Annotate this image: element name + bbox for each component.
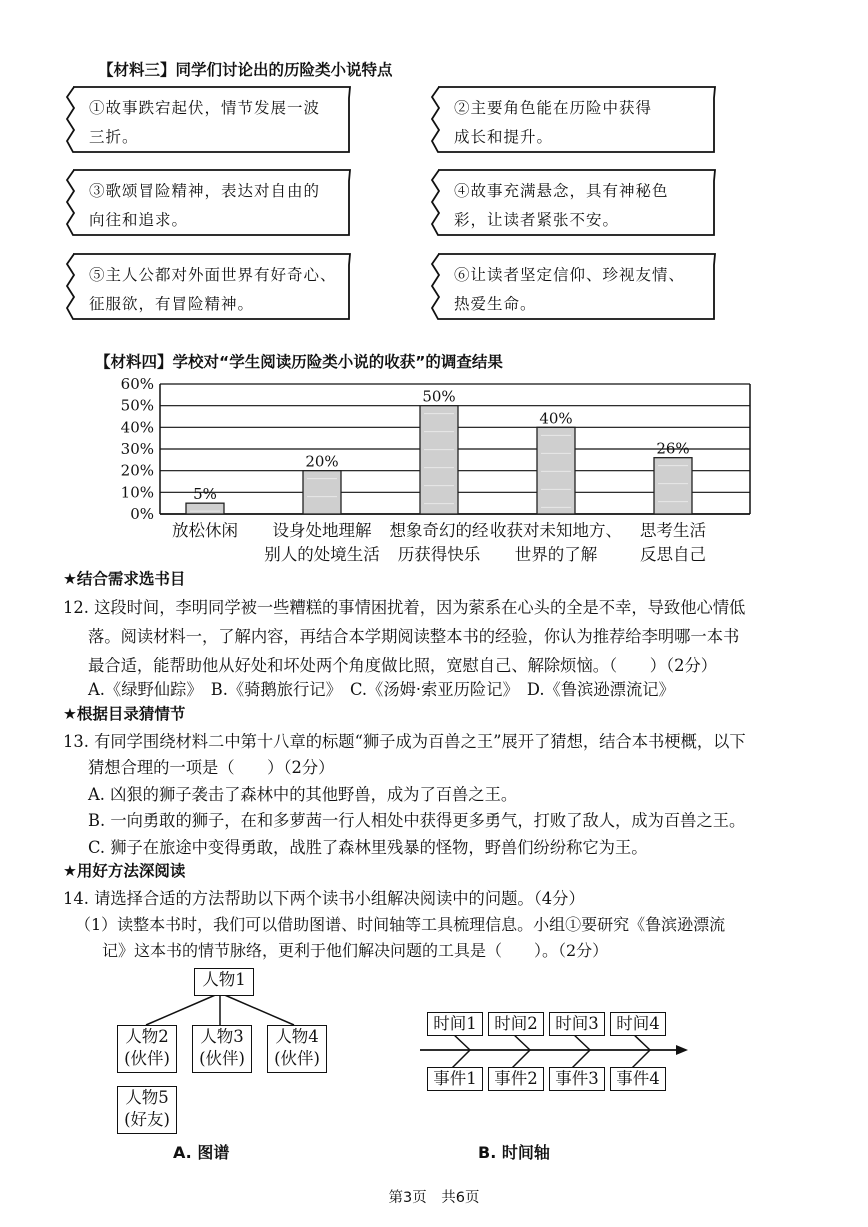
q13-option-a: A. 凶狠的狮子袭击了森林中的其他野兽，成为了百兽之王。: [88, 785, 518, 804]
bar: [186, 503, 224, 514]
card-line-1: ③歌颂冒险精神，表达对自由的: [89, 182, 321, 200]
feature-card-6: [430, 253, 723, 321]
category-label: 设身处地理解: [272, 521, 372, 540]
feature-card-3: [65, 169, 358, 237]
node-name: 人物2: [125, 1027, 169, 1046]
feature-card-4: [430, 169, 723, 237]
node-role: (好友): [124, 1110, 170, 1129]
card-line-2: 三折。: [89, 128, 139, 146]
card-text: [89, 261, 344, 319]
q12-line-1: 12. 这段时间，李明同学被一些糟糕的事情困扰着，因为萦系在心头的全是不幸，导致他心情低: [63, 598, 746, 617]
category-label: 想象奇幻的经: [389, 521, 489, 540]
node-role: (伙伴): [274, 1049, 320, 1068]
node-role: (伙伴): [199, 1049, 245, 1068]
card-line-2: 征服欲，有冒险精神。: [89, 295, 255, 313]
diagram-a-node-4: [267, 1025, 327, 1073]
bar-value-label: 40%: [539, 409, 573, 428]
bar: [420, 406, 458, 514]
bar-value-label: 50%: [422, 387, 456, 406]
bar-value-label: 26%: [656, 439, 690, 458]
timeline-event-2: [488, 1067, 544, 1091]
page-footer: 第3页 共6页: [388, 1190, 480, 1206]
bar-value-label: 20%: [305, 452, 339, 471]
diagram-a-caption: A. 图谱: [173, 1143, 230, 1162]
survey-bar-chart: [110, 372, 770, 570]
feature-card-5: [65, 253, 358, 321]
card-line-1: ①故事跌宕起伏，情节发展一波: [89, 99, 321, 117]
card-line-2: 向往和追求。: [89, 211, 189, 229]
card-line-2: 成长和提升。: [454, 128, 554, 146]
card-line-1: ②主要角色能在历险中获得: [454, 99, 653, 117]
card-text: [454, 177, 709, 235]
event-label: 事件4: [616, 1069, 660, 1088]
q14-sub1-line-1: （1）读整本书时，我们可以借助图谱、时间轴等工具梳理信息。小组①要研究《鲁滨逊漂流: [75, 915, 726, 934]
card-line-2: 热爱生命。: [454, 295, 537, 313]
category-label: 历获得快乐: [397, 545, 481, 564]
q14-line: 14. 请选择合适的方法帮助以下两个读书小组解决阅读中的问题。（4分）: [63, 889, 585, 908]
q12-line-3: 最合适，能帮助他从好处和坏处两个角度做比照，宽慰自己、解除烦恼。（ ）（2分）: [88, 656, 718, 675]
y-tick-label: 30%: [120, 440, 154, 458]
y-tick-label: 20%: [120, 461, 154, 480]
q13-option-b: B. 一向勇敢的狮子，在和多萝茜一行人相处中获得更多勇气，打败了敌人，成为百兽之王。: [88, 811, 746, 830]
card-text: [454, 94, 709, 152]
section-heading-deep-reading: ★用好方法深阅读: [63, 862, 186, 880]
timeline-event-1: [427, 1067, 483, 1091]
category-label: 收获对未知地方、: [490, 521, 622, 540]
category-label: 放松休闲: [172, 521, 238, 540]
event-label: 事件1: [433, 1069, 477, 1088]
card-line-1: ⑤主人公都对外面世界有好奇心、: [89, 266, 337, 284]
diagram-a-node-3: [192, 1025, 252, 1073]
y-tick-label: 10%: [120, 483, 154, 502]
timeline-time-1: [427, 1012, 483, 1036]
node-name: 人物5: [125, 1088, 169, 1107]
bar: [303, 471, 341, 514]
node-role: (伙伴): [124, 1049, 170, 1068]
q13-option-c: C. 狮子在旅途中变得勇敢，战胜了森林里残暴的怪物，野兽们纷纷称它为王。: [88, 838, 648, 857]
timeline-event-3: [549, 1067, 605, 1091]
timeline-time-2: [488, 1012, 544, 1036]
root-node-label: 人物1: [202, 970, 246, 989]
timeline-event-4: [610, 1067, 666, 1091]
category-label: 别人的处境生活: [264, 545, 380, 564]
time-label: 时间4: [616, 1014, 660, 1033]
time-label: 时间1: [433, 1014, 477, 1033]
bar-value-label: 5%: [193, 485, 217, 504]
diagram-a-node-5: [117, 1086, 177, 1134]
section-heading-guess-plot: ★根据目录猜情节: [63, 705, 186, 723]
card-text: [454, 261, 709, 319]
time-label: 时间2: [494, 1014, 538, 1033]
section-heading-choose-book: ★结合需求选书目: [63, 570, 186, 588]
feature-card-1: [65, 86, 358, 154]
card-text: [89, 94, 344, 152]
card-text: [89, 177, 344, 235]
time-label: 时间3: [555, 1014, 599, 1033]
timeline-time-4: [610, 1012, 666, 1036]
material3-title: 【材料三】同学们讨论出的历险类小说特点: [98, 61, 393, 79]
y-tick-label: 50%: [120, 396, 154, 415]
q13-line-1: 13. 有同学围绕材料二中第十八章的标题“狮子成为百兽之王”展开了猜想，结合本书梗概，以下: [63, 732, 746, 751]
event-label: 事件3: [555, 1069, 599, 1088]
node-name: 人物3: [200, 1027, 244, 1046]
category-label: 思考生活: [640, 521, 706, 540]
q13-line-2: 猜想合理的一项是（ ）（2分）: [88, 758, 335, 777]
diagram-a-node-2: [117, 1025, 177, 1073]
node-name: 人物4: [275, 1027, 319, 1046]
category-label: 世界的了解: [514, 545, 598, 564]
diagram-a-root-node: [194, 968, 254, 996]
y-tick-label: 60%: [120, 375, 154, 393]
diagram-b-caption: B. 时间轴: [478, 1143, 550, 1162]
card-line-2: 彩，让读者紧张不安。: [454, 211, 620, 229]
y-tick-label: 40%: [120, 418, 154, 437]
q14-sub1-line-2: 记》这本书的情节脉络，更利于他们解决问题的工具是（ ）。（2分）: [102, 941, 609, 960]
timeline-time-3: [549, 1012, 605, 1036]
card-line-1: ⑥让读者坚定信仰、珍视友情、: [454, 266, 686, 284]
feature-card-2: [430, 86, 723, 154]
q12-line-2: 落。阅读材料一，了解内容，再结合本学期阅读整本书的经验，你认为推荐给李明哪一本书: [88, 627, 740, 646]
event-label: 事件2: [494, 1069, 538, 1088]
category-label: 反思自己: [640, 545, 706, 564]
q12-options: A.《绿野仙踪》 B.《骑鹅旅行记》 C.《汤姆·索亚历险记》 D.《鲁滨逊漂流记》: [88, 680, 675, 699]
material4-title: 【材料四】学校对“学生阅读历险类小说的收获”的调查结果: [95, 353, 503, 371]
card-line-1: ④故事充满悬念，具有神秘色: [454, 182, 669, 200]
bar: [537, 427, 575, 514]
y-tick-label: 0%: [130, 505, 154, 523]
